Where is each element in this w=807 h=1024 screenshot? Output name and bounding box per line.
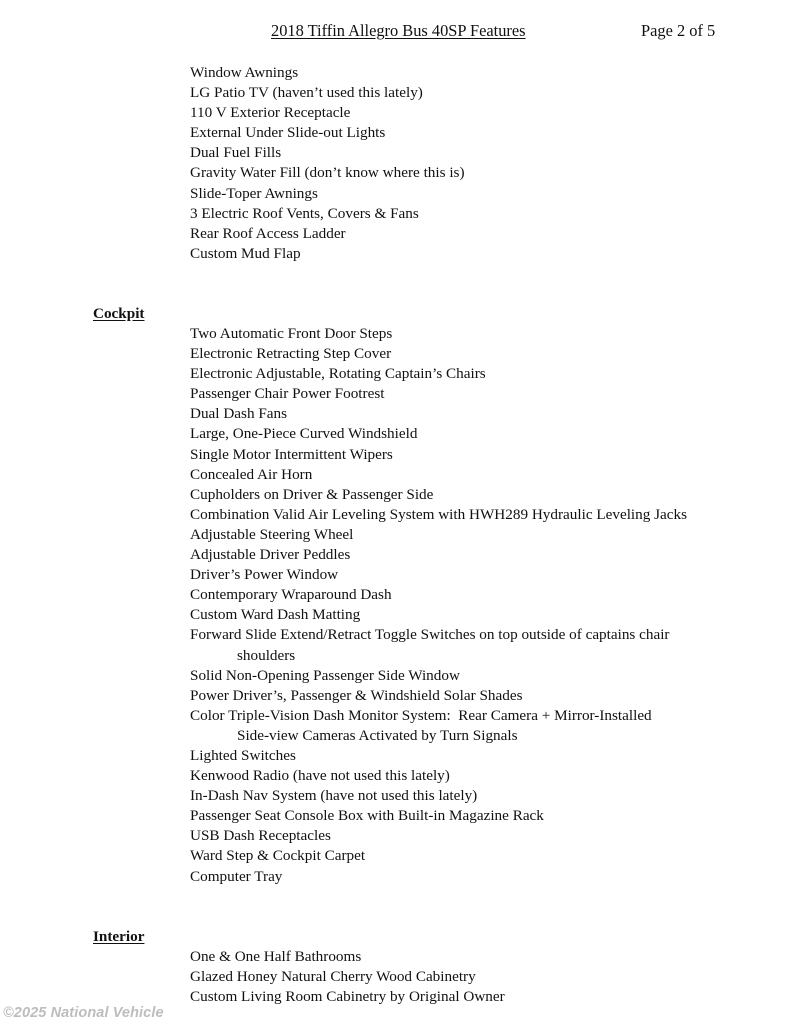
feature-item: Contemporary Wraparound Dash — [190, 586, 392, 604]
cockpit-feature-list — [190, 324, 687, 887]
feature-item: Large, One-Piece Curved Windshield — [190, 425, 418, 443]
feature-item: Cupholders on Driver & Passenger Side — [190, 485, 434, 503]
feature-item: Adjustable Steering Wheel — [190, 525, 354, 543]
feature-item-continuation: Side-view Cameras Activated by Turn Signals — [237, 726, 518, 744]
feature-item: Dual Fuel Fills — [190, 144, 282, 162]
feature-item: Passenger Chair Power Footrest — [190, 385, 385, 403]
feature-item-multiline — [190, 706, 687, 746]
feature-item: Computer Tray — [190, 867, 283, 885]
exterior-feature-list — [190, 63, 465, 264]
feature-item: Gravity Water Fill (don’t know where this is) — [190, 164, 465, 182]
feature-item: Ward Step & Cockpit Carpet — [190, 847, 366, 865]
feature-item: Lighted Switches — [190, 746, 296, 764]
feature-item: Glazed Honey Natural Cherry Wood Cabinetry — [190, 968, 476, 986]
feature-item-multiline — [190, 625, 687, 665]
feature-item: Power Driver’s, Passenger & Windshield Solar Shades — [190, 686, 523, 704]
feature-item: Two Automatic Front Door Steps — [190, 325, 393, 342]
feature-item: Window Awnings — [190, 64, 299, 81]
feature-item: Combination Valid Air Leveling System with HWH289 Hydraulic Leveling Jacks — [190, 505, 688, 523]
feature-item-text: Forward Slide Extend/Retract Toggle Switches on top outside of captains chair — [190, 626, 670, 644]
feature-item: USB Dash Receptacles — [190, 827, 331, 845]
feature-item-continuation: shoulders — [237, 646, 296, 664]
feature-item: In-Dash Nav System (have not used this lately) — [190, 787, 478, 805]
feature-item: Custom Mud Flap — [190, 244, 301, 262]
feature-item: External Under Slide-out Lights — [190, 124, 386, 142]
feature-item: Custom Ward Dash Matting — [190, 606, 361, 624]
copyright-watermark: ©2025 National Vehicle — [3, 1005, 164, 1021]
section-heading-interior: Interior — [93, 928, 145, 945]
feature-item: Custom Living Room Cabinetry by Original Owner — [190, 988, 505, 1006]
feature-item: Solid Non-Opening Passenger Side Window — [190, 666, 460, 684]
feature-item: 110 V Exterior Receptacle — [190, 104, 351, 122]
feature-item-text: Color Triple-Vision Dash Monitor System: Rear Camera + Mirror-Installed — [190, 706, 652, 724]
feature-item: Kenwood Radio (have not used this lately) — [190, 767, 450, 785]
feature-item: Electronic Adjustable, Rotating Captain’s Chairs — [190, 365, 486, 383]
feature-item: 3 Electric Roof Vents, Covers & Fans — [190, 204, 419, 222]
section-heading-cockpit: Cockpit — [93, 305, 145, 322]
feature-item: Driver’s Power Window — [190, 566, 339, 584]
feature-item: One & One Half Bathrooms — [190, 948, 362, 965]
feature-item: Adjustable Driver Peddles — [190, 546, 351, 564]
page-indicator: Page 2 of 5 — [641, 21, 716, 40]
interior-feature-list — [190, 947, 505, 1007]
feature-item: Single Motor Intermittent Wipers — [190, 445, 393, 463]
feature-item: Electronic Retracting Step Cover — [190, 345, 392, 363]
document-title: 2018 Tiffin Allegro Bus 40SP Features — [271, 21, 526, 40]
feature-item: Concealed Air Horn — [190, 465, 313, 483]
feature-item: Rear Roof Access Ladder — [190, 224, 346, 242]
feature-item: Slide-Toper Awnings — [190, 184, 318, 202]
feature-item: Passenger Seat Console Box with Built-in Magazine Rack — [190, 807, 544, 825]
feature-item: Dual Dash Fans — [190, 405, 288, 423]
feature-item: LG Patio TV (haven’t used this lately) — [190, 84, 423, 102]
